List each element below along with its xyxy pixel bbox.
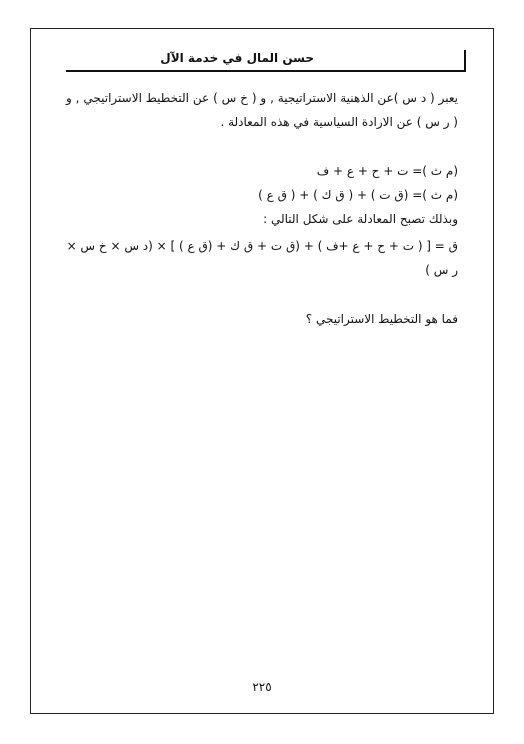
page-header bbox=[66, 50, 466, 72]
equation-intro-line: وبذلك تصبح المعادلة على شكل التالي : bbox=[263, 212, 458, 226]
header-title: حسن المال في خدمة الآل bbox=[160, 51, 314, 65]
page-number: ٢٢٥ bbox=[252, 680, 272, 694]
paragraph-definitions: يعبر ( د س )عن الذهنية الاستراتيجية , و ( خ س ) عن التخطيط الاستراتيجي , و ( ر س ) عن الارادة السياسية في هذه المعادلة . bbox=[66, 91, 458, 129]
equation-2: (م ث )= (ق ت ) + ( ق ك ) + ( ق ع ) bbox=[258, 188, 458, 202]
equation-1: (م ث )= ت + ح + ع + ف bbox=[316, 164, 458, 178]
question-line: فما هو التخطيط الاستراتيجي ؟ bbox=[305, 312, 458, 326]
equation-3: ق = [ ( ت + ح + ع +ف ) + (ق ت + ق ك + (ق ع ) ] × (د س × خ س × ر س ) bbox=[66, 239, 458, 277]
